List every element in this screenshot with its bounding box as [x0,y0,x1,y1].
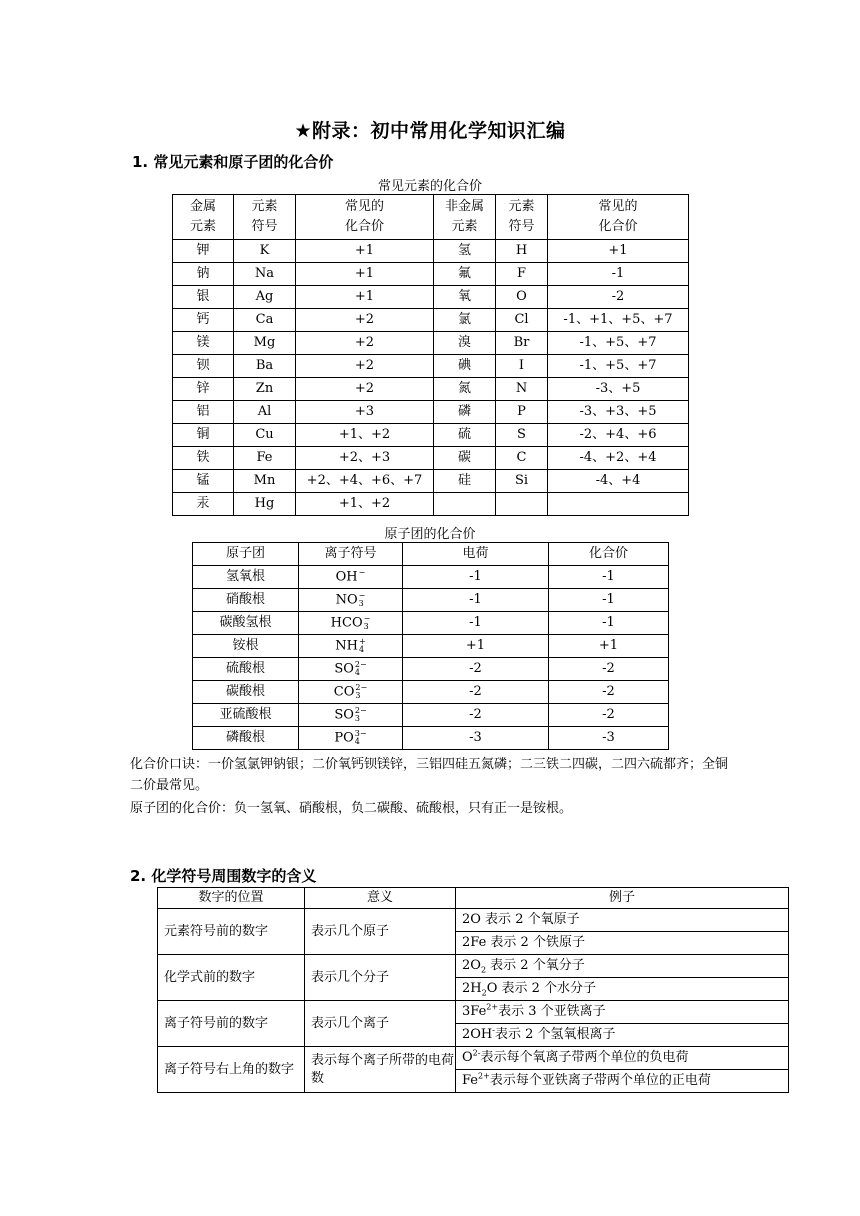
table-cell: 钠 [173,263,234,286]
table-cell: Ag [234,286,296,309]
table-row [193,681,669,704]
radical-name: 磷酸根 [193,727,299,750]
ion-scripts [364,615,371,631]
ion-base: OH [335,569,358,585]
table-cell: Cu [234,424,296,447]
valence-mnemonic: 化合价口诀：一价氢氯钾钠银；二价氧钙钡镁锌，三铝四硅五氮磷；二三铁二四碳，二四六硫都齐；全铜二价最常见。 [130,757,729,793]
table-row [173,424,689,447]
ion-charge-sup: − [358,567,366,577]
table-row [193,704,669,727]
table-cell: I [496,355,548,378]
ion-symbol [299,704,403,727]
example-text: 2Fe 表示 2 个铁原子 [462,935,585,950]
ion-symbol [299,612,403,635]
number-position: 离子符号前的数字 [158,1001,305,1047]
ion-symbol [299,681,403,704]
table2-header-cell: 离子符号 [299,543,403,566]
table3-header-cell: 意义 [305,888,456,909]
example-cell [456,1001,789,1024]
table-cell: +1 [296,263,434,286]
radical-mnemonic: 原子团的化合价：负一氢氧、硝酸根，负二碳酸、硫酸根，只有正一是铵根。 [130,801,573,816]
table-cell: Cl [496,309,548,332]
number-position: 离子符号右上角的数字 [158,1047,305,1093]
table-row [193,566,669,589]
table-cell: 铜 [173,424,234,447]
table-cell: P [496,401,548,424]
table1-header-cell [296,195,434,240]
table3-header-row [158,888,789,909]
number-position: 化学式前的数字 [158,955,305,1001]
table-cell: +2 [296,378,434,401]
table-row [158,909,789,932]
ion-scripts [359,638,366,654]
table-cell: K [234,240,296,263]
ion-count-sub: 4 [354,736,360,746]
table-row [158,955,789,978]
ion-symbol [299,658,403,681]
section2-heading: 2. 化学符号周围数字的含义 [130,867,317,885]
table-row [173,378,689,401]
table-row [173,240,689,263]
table-cell: 硅 [434,470,496,493]
table-cell: -3、+3、+5 [548,401,689,424]
table2-header-row [193,543,669,566]
example-cell [456,1047,789,1070]
table-row [173,355,689,378]
table3-header-cell: 数字的位置 [158,888,305,909]
page-title: ★附录：初中常用化学知识汇编 [294,120,566,142]
table-cell: Ba [234,355,296,378]
table-row [193,658,669,681]
header-line: 元素 [508,199,535,214]
example-text: 2O 表示 2 个氧原子 [462,912,580,927]
table1-header-cell [434,195,496,240]
number-meaning: 表示几个原子 [305,909,456,955]
example-text: O 表示 2 个水分子 [486,981,597,996]
header-line: 化合价 [344,219,384,234]
table-cell: C [496,447,548,470]
table-row [173,286,689,309]
table2-header-cell: 电荷 [403,543,549,566]
ion-scripts [355,730,367,746]
table2-header-cell: 化合价 [549,543,669,566]
table-cell: 钾 [173,240,234,263]
example-text: 表示 2 个氢氧根离子 [494,1027,616,1042]
ion-base: HCO [330,615,363,631]
table-cell: 碳 [434,447,496,470]
example-text: Fe [462,1073,479,1088]
radical-valence: -1 [549,589,669,612]
ion-base: PO [334,730,354,746]
table-cell: -2 [548,286,689,309]
ion-count-sub: 4 [354,667,360,677]
header-line: 元素 [189,219,216,234]
table2-caption: 原子团的化合价 [384,527,476,542]
table-row [173,332,689,355]
table-cell: F [496,263,548,286]
radical-name: 氢氧根 [193,566,299,589]
element-valence-table [172,194,689,516]
radical-valence: -1 [549,612,669,635]
ion-charge: -2 [403,658,549,681]
ion-charge: +1 [403,635,549,658]
ion-charge-sup: − [363,613,371,623]
ion-scripts [355,707,367,723]
table-cell: -2、+4、+6 [548,424,689,447]
table-cell: -1 [548,263,689,286]
ion-charge-sup: − [358,590,366,600]
table-cell: 氮 [434,378,496,401]
table-cell: 磷 [434,401,496,424]
ion-count-sub: 3 [355,690,361,700]
ion-scripts [355,684,367,700]
table-cell [548,493,689,516]
example-text: 表示 3 个亚铁离子 [498,1004,606,1019]
table-cell: O [496,286,548,309]
example-text: 2H [462,981,482,996]
table-cell: 铁 [173,447,234,470]
header-line: 化合价 [598,219,638,234]
radical-valence: -3 [549,727,669,750]
radical-name: 硝酸根 [193,589,299,612]
table1-header-cell [234,195,296,240]
ion-count-sub [359,577,366,585]
ion-charge: -1 [403,589,549,612]
ion-charge-sup: 3− [354,728,367,738]
ion-charge-sup: 2− [354,705,367,715]
ion-scripts [359,592,366,608]
ion-charge-sup: + [359,636,366,646]
ion-charge: -2 [403,704,549,727]
table-row [173,263,689,286]
example-cell [456,1024,789,1047]
radical-name: 碳酸根 [193,681,299,704]
header-line: 元素 [451,219,478,234]
ion-charge-sup: 2− [355,682,368,692]
example-text: 表示 2 个氧分子 [486,958,585,973]
table-cell: N [496,378,548,401]
table-cell: Zn [234,378,296,401]
table-row [173,470,689,493]
radical-name: 亚硫酸根 [193,704,299,727]
table-cell: -4、+2、+4 [548,447,689,470]
table-cell [496,493,548,516]
ion-scripts [355,661,367,677]
section1-heading: 1. 常见元素和原子团的化合价 [132,153,334,171]
example-cell [456,1070,789,1093]
table-cell: 铝 [173,401,234,424]
table-cell: Mg [234,332,296,355]
table-cell: Hg [234,493,296,516]
symbol-number-table [157,887,789,1093]
ion-symbol [299,589,403,612]
table-cell: 汞 [173,493,234,516]
table1-header-cell [548,195,689,240]
table-cell: +2、+3 [296,447,434,470]
radical-name: 硫酸根 [193,658,299,681]
table1-header-cell [173,195,234,240]
table-cell: 镁 [173,332,234,355]
ion-count-sub: 3 [354,713,360,723]
ion-charge: -1 [403,612,549,635]
ion-count-sub: 3 [358,598,364,608]
table-cell: H [496,240,548,263]
table-cell: 溴 [434,332,496,355]
table-cell: Na [234,263,296,286]
table-cell: +1 [296,240,434,263]
table-cell: Al [234,401,296,424]
example-subscript: 2 [480,965,487,975]
header-line: 元素 [251,199,278,214]
ion-symbol [299,635,403,658]
example-text: 2O [462,958,481,973]
header-line: 金属 [189,199,216,214]
table-cell: +1、+2 [296,424,434,447]
example-text: 表示每个氧离子带两个单位的负电荷 [480,1050,689,1065]
example-cell [456,909,789,932]
table3-header-cell: 例子 [456,888,789,909]
header-line: 常见的 [344,199,384,214]
table-row [193,635,669,658]
table-cell: +2、+4、+6、+7 [296,470,434,493]
radical-name: 铵根 [193,635,299,658]
number-meaning: 表示几个分子 [305,955,456,1001]
table-cell: Mn [234,470,296,493]
table-cell: -1、+5、+7 [548,355,689,378]
ion-base: SO [334,661,354,677]
header-line: 常见的 [598,199,638,214]
number-meaning: 表示每个离子所带的电荷数 [305,1047,456,1093]
example-superscript: 2+ [486,1002,499,1012]
radical-valence-table [192,542,669,750]
table-cell: -4、+4 [548,470,689,493]
table-row [173,309,689,332]
ion-symbol [299,566,403,589]
ion-scripts [359,569,366,585]
table-cell: 钙 [173,309,234,332]
example-subscript: 2 [481,988,487,998]
table-cell: -3、+5 [548,378,689,401]
example-cell [456,932,789,955]
example-cell [456,978,789,1001]
table-row [158,1001,789,1024]
table-cell: -1、+1、+5、+7 [548,309,689,332]
header-line: 非金属 [444,199,484,214]
example-cell [456,955,789,978]
table-cell: 碘 [434,355,496,378]
ion-charge: -3 [403,727,549,750]
table2-header-cell: 原子团 [193,543,299,566]
table-cell: 银 [173,286,234,309]
table-row [193,589,669,612]
table-row [173,493,689,516]
ion-charge-sup: 2− [354,659,367,669]
header-line: 符号 [251,219,278,234]
table-cell: +1 [296,286,434,309]
ion-symbol [299,727,403,750]
table-row [193,727,669,750]
example-text: 3Fe [462,1004,487,1019]
radical-valence: -1 [549,566,669,589]
ion-base: SO [334,707,354,723]
ion-count-sub: 3 [363,621,369,631]
table-row [173,401,689,424]
example-superscript: - [492,1025,495,1035]
table-cell: Ca [234,309,296,332]
table-cell: +1、+2 [296,493,434,516]
table-cell: +3 [296,401,434,424]
table1-caption: 常见元素的化合价 [377,179,482,194]
table-cell: 氧 [434,286,496,309]
table-row [173,447,689,470]
table1-header-cell [496,195,548,240]
example-superscript: 2+ [478,1071,490,1081]
radical-valence: -2 [549,658,669,681]
table-cell: +2 [296,309,434,332]
ion-charge: -1 [403,566,549,589]
ion-count-sub: 4 [359,644,365,654]
number-position: 元素符号前的数字 [158,909,305,955]
table-cell: 锰 [173,470,234,493]
example-superscript: 2- [472,1048,481,1058]
table-cell: Br [496,332,548,355]
ion-base: CO [333,684,355,700]
ion-charge: -2 [403,681,549,704]
table-cell [434,493,496,516]
radical-valence: -2 [549,681,669,704]
table-cell: 氢 [434,240,496,263]
table-cell: Fe [234,447,296,470]
example-text: 2OH [462,1027,493,1042]
table-cell: 锌 [173,378,234,401]
table-cell: S [496,424,548,447]
table1-header-row [173,195,689,240]
ion-base: NO [335,592,358,608]
header-line: 符号 [508,219,535,234]
table-cell: 氯 [434,309,496,332]
table-row [158,1047,789,1070]
table-cell: 氟 [434,263,496,286]
table-cell: +2 [296,332,434,355]
table-cell: 硫 [434,424,496,447]
example-text: 表示每个亚铁离子带两个单位的正电荷 [489,1073,711,1088]
number-meaning: 表示几个离子 [305,1001,456,1047]
table-cell: -1、+5、+7 [548,332,689,355]
radical-valence: -2 [549,704,669,727]
radical-valence: +1 [549,635,669,658]
ion-base: NH [335,638,358,654]
table-cell: Si [496,470,548,493]
table-cell: +1 [548,240,689,263]
radical-name: 碳酸氢根 [193,612,299,635]
example-text: O [462,1050,473,1065]
table-cell: 钡 [173,355,234,378]
table-row [193,612,669,635]
table-cell: +2 [296,355,434,378]
